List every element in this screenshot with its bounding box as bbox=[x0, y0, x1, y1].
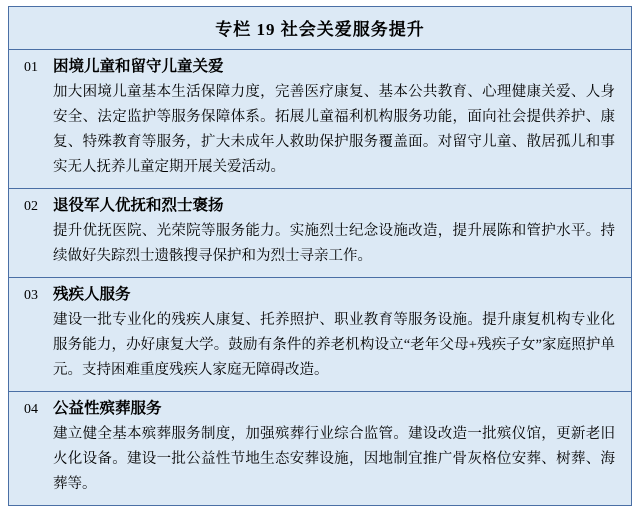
item-body bbox=[53, 284, 631, 383]
list-item bbox=[9, 278, 631, 392]
list-item bbox=[9, 50, 631, 189]
list-item bbox=[9, 189, 631, 278]
page-title: 专栏 19 社会关爱服务提升 bbox=[9, 7, 631, 50]
item-body bbox=[53, 398, 631, 497]
item-heading: 困境儿童和留守儿童关爱 bbox=[53, 58, 224, 75]
item-heading: 公益性殡葬服务 bbox=[53, 400, 162, 417]
feature-box bbox=[8, 6, 632, 506]
item-heading: 残疾人服务 bbox=[53, 286, 131, 303]
item-heading: 退役军人优抚和烈士褒扬 bbox=[53, 197, 224, 214]
item-text: 建立健全基本殡葬服务制度，加强殡葬行业综合监管。建设改造一批殡仪馆，更新老旧火化设备。建设一批公益性节地生态安葬设施，因地制宜推广骨灰格位安葬、树葬、海葬等。 bbox=[53, 426, 615, 492]
item-text: 加大困境儿童基本生活保障力度，完善医疗康复、基本公共教育、心理健康关爱、人身安全、法定监护等服务保障体系。拓展儿童福利机构服务功能，面向社会提供养护、康复、特殊教育等服务，扩大未成年人救助保护服务覆盖面。对留守儿童、散居孤儿和事实无人抚养儿童定期开展关爱活动。 bbox=[53, 84, 615, 175]
item-body bbox=[53, 195, 631, 269]
list-item bbox=[9, 392, 631, 505]
item-number: 04 bbox=[24, 402, 38, 417]
item-number: 01 bbox=[24, 60, 38, 75]
item-text: 建设一批专业化的残疾人康复、托养照护、职业教育等服务设施。提升康复机构专业化服务能力，办好康复大学。鼓励有条件的养老机构设立“老年父母+残疾子女”家庭照护单元。支持困难重度残疾人家庭无障碍改造。 bbox=[53, 312, 615, 378]
item-body bbox=[53, 56, 631, 180]
item-number: 02 bbox=[24, 199, 38, 214]
item-text: 提升优抚医院、光荣院等服务能力。实施烈士纪念设施改造，提升展陈和管护水平。持续做好失踪烈士遗骸搜寻保护和为烈士寻亲工作。 bbox=[53, 223, 615, 264]
item-number: 03 bbox=[24, 288, 38, 303]
